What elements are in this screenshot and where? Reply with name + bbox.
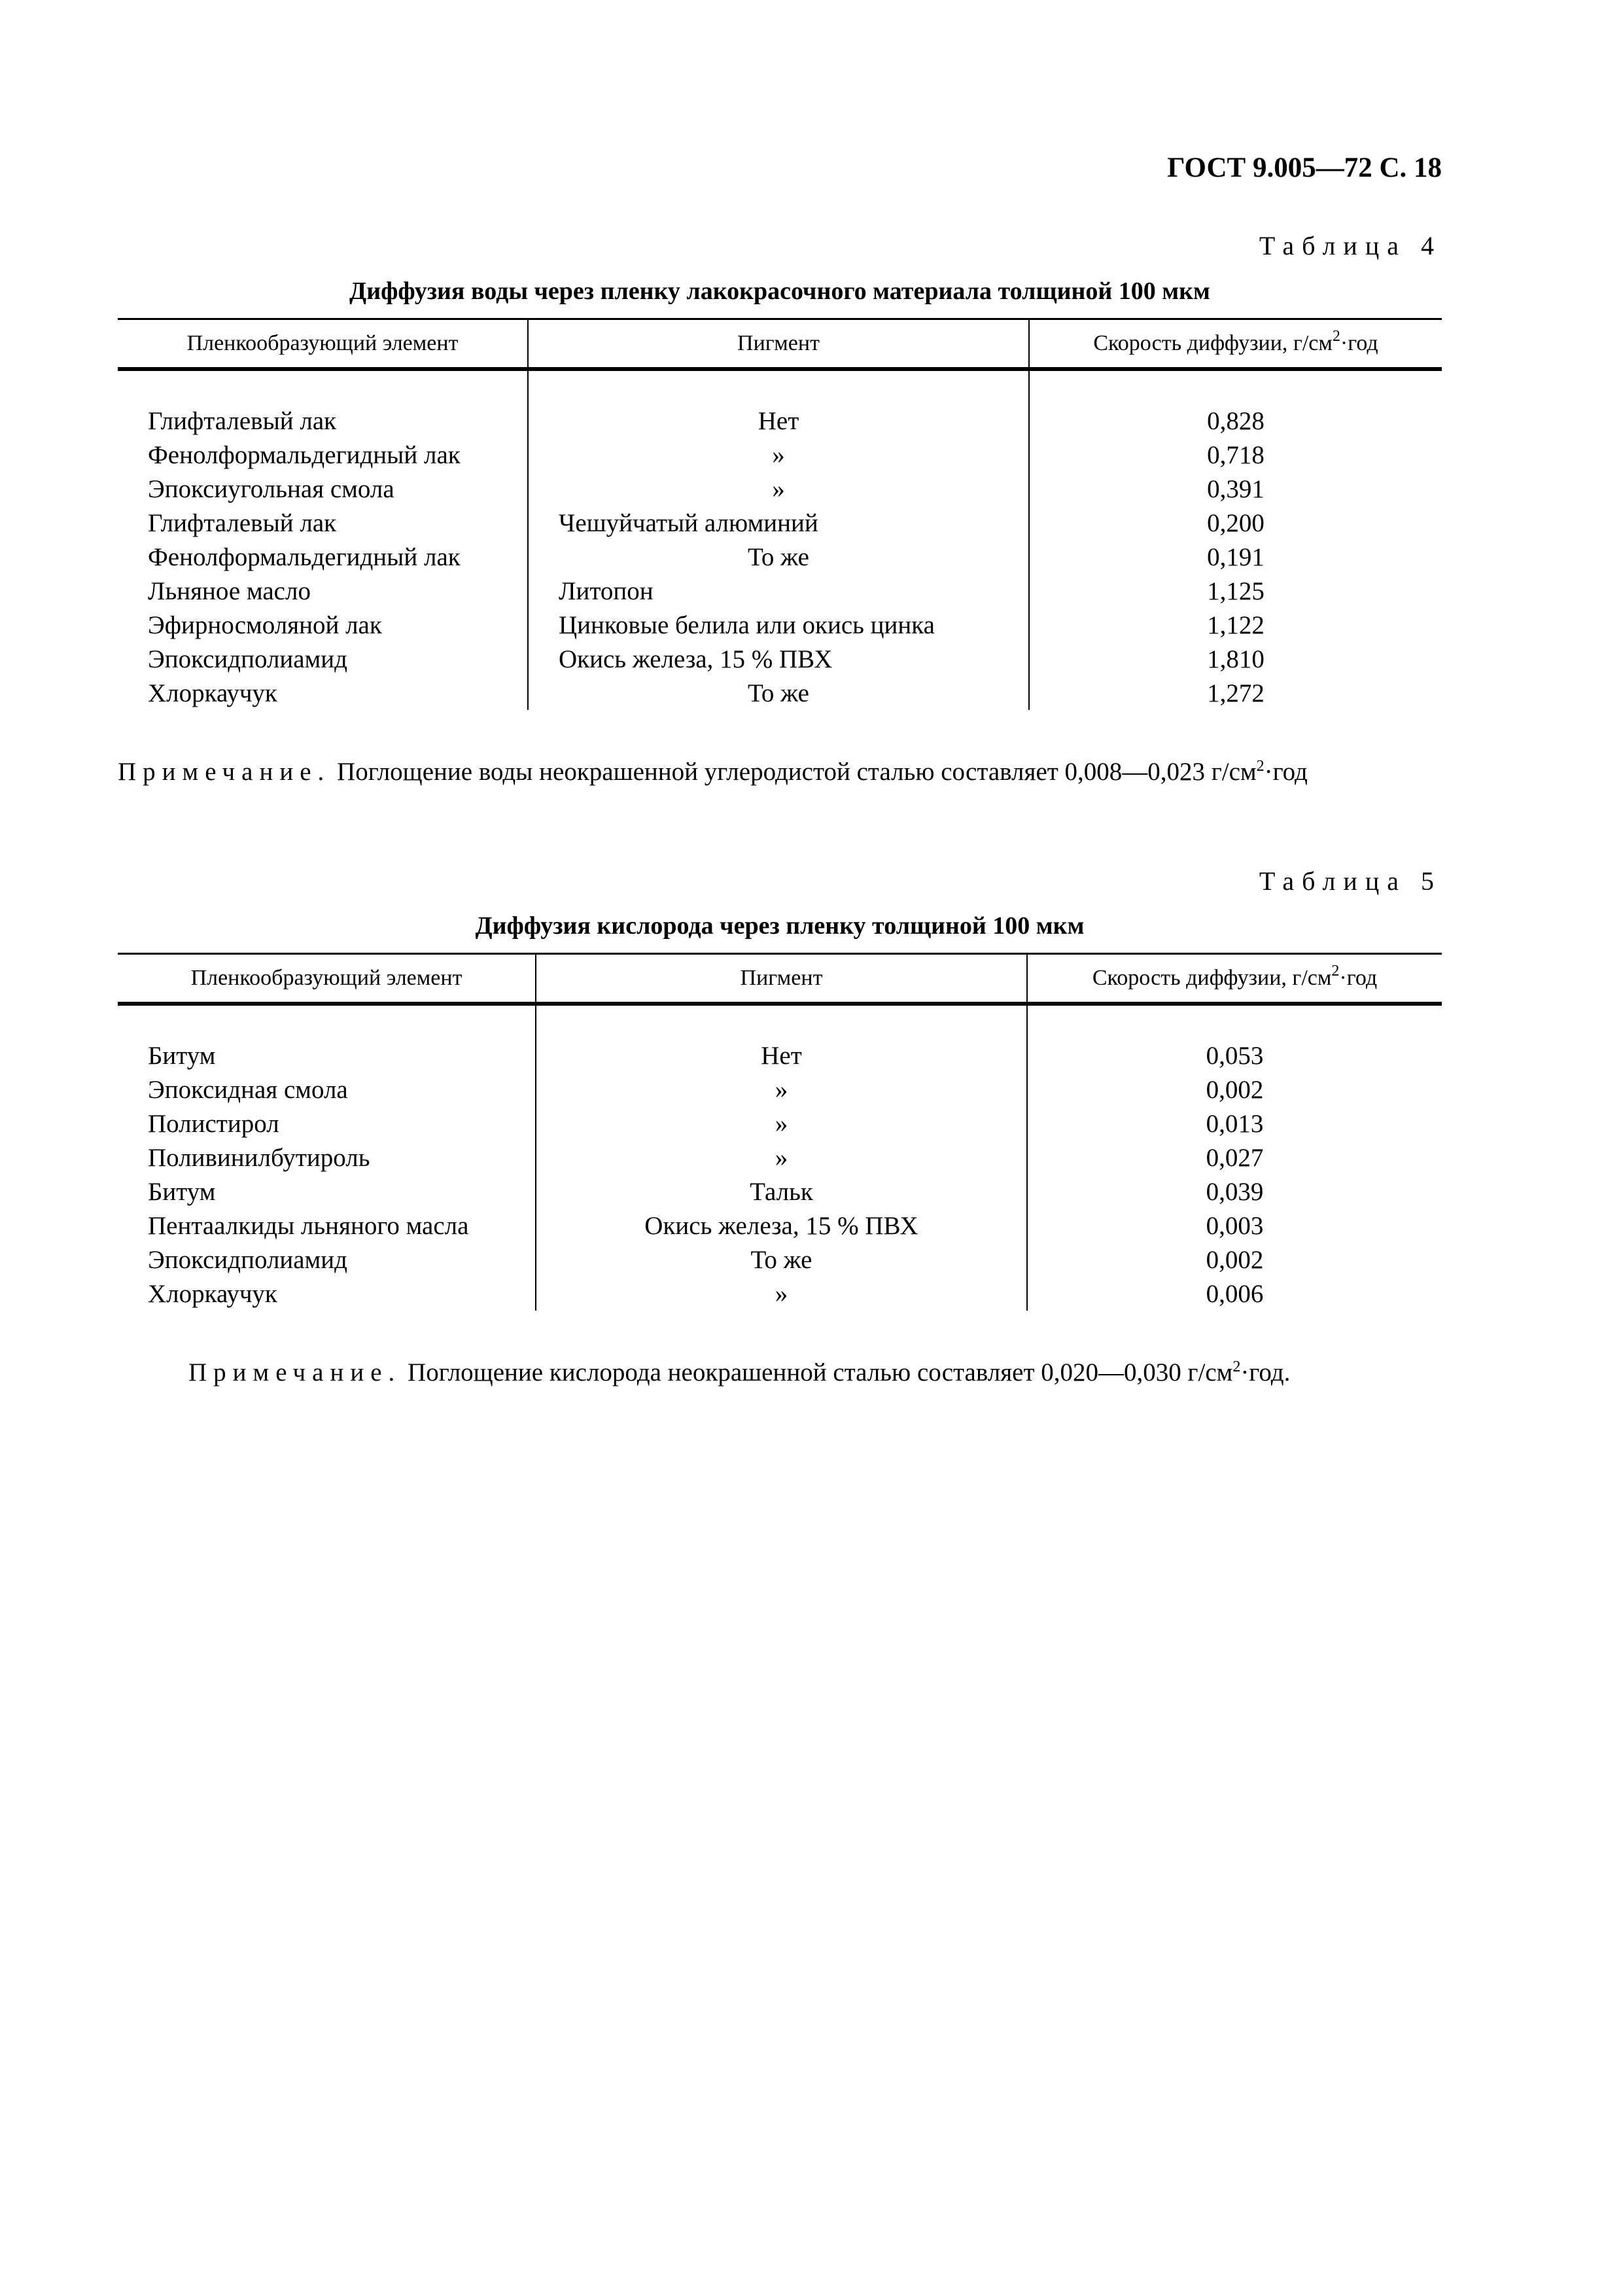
cell-pigment: То же bbox=[528, 540, 1029, 574]
cell-rate: 0,191 bbox=[1207, 542, 1265, 571]
cell-rate: 1,122 bbox=[1207, 610, 1265, 639]
note-superscript: 2 bbox=[1232, 1358, 1241, 1375]
cell-rate: 1,272 bbox=[1207, 679, 1265, 707]
table-4-label: Таблица 4 bbox=[1259, 231, 1442, 260]
note-text: Поглощение кислорода неокрашенной сталью составляет 0,020—0,030 г/см bbox=[401, 1358, 1233, 1386]
cell-element: Фенолформальдегидный лак bbox=[118, 438, 528, 472]
cell-element: Хлоркаучук bbox=[118, 1277, 536, 1311]
note-superscript: 2 bbox=[1256, 758, 1265, 775]
cell-element: Хлоркаучук bbox=[118, 676, 528, 710]
cell-element: Пентаалкиды льняного масла bbox=[118, 1209, 536, 1243]
table-5-caption: Диффузия кислорода через пленку толщиной 100 мкм bbox=[475, 912, 1085, 940]
cell-rate: 0,200 bbox=[1207, 508, 1265, 537]
note-lead: Примечание. bbox=[118, 758, 331, 786]
table-row bbox=[118, 1038, 1442, 1072]
cell-pigment: Цинковые белила или окись цинка bbox=[528, 608, 1029, 642]
cell-element: Битум bbox=[118, 1174, 536, 1209]
cell-rate: 1,125 bbox=[1207, 576, 1265, 605]
cell-rate: 0,039 bbox=[1206, 1177, 1264, 1206]
column-header-element: Пленкообразующий элемент bbox=[118, 319, 528, 370]
cell-rate: 0,006 bbox=[1206, 1279, 1264, 1308]
table-row bbox=[118, 438, 1442, 472]
table-row bbox=[118, 540, 1442, 574]
cell-pigment: » bbox=[536, 1140, 1027, 1174]
table-header-row bbox=[118, 319, 1442, 370]
cell-rate: 0,391 bbox=[1207, 474, 1265, 503]
cell-pigment: Окись железа, 15 % ПВХ bbox=[528, 642, 1029, 676]
note-lead: Примечание. bbox=[188, 1358, 402, 1386]
cell-pigment: » bbox=[536, 1277, 1027, 1311]
cell-element: Полистирол bbox=[118, 1106, 536, 1140]
cell-pigment: Нет bbox=[528, 404, 1029, 438]
cell-element: Эпоксидполиамид bbox=[118, 1243, 536, 1277]
cell-rate: 0,002 bbox=[1206, 1075, 1264, 1104]
table-row bbox=[118, 1243, 1442, 1277]
cell-rate: 0,053 bbox=[1206, 1041, 1264, 1070]
table-row bbox=[118, 1209, 1442, 1243]
cell-pigment: » bbox=[528, 438, 1029, 472]
table-4-caption: Диффузия воды через пленку лакокрасочного материала толщиной 100 мкм bbox=[349, 277, 1210, 305]
table-row bbox=[118, 608, 1442, 642]
column-header-pigment: Пигмент bbox=[536, 954, 1027, 1004]
table-spacer-row bbox=[118, 1004, 1442, 1038]
cell-element: Глифталевый лак bbox=[118, 404, 528, 438]
table-row bbox=[118, 404, 1442, 438]
table-5 bbox=[118, 953, 1442, 1311]
cell-rate: 0,027 bbox=[1206, 1143, 1264, 1172]
table-row bbox=[118, 1072, 1442, 1106]
column-header-rate: Скорость диффузии, $г/см^2\cdot год$ bbox=[1029, 319, 1442, 370]
note-tail: ·год. bbox=[1240, 1358, 1291, 1386]
cell-rate: 0,002 bbox=[1206, 1245, 1264, 1274]
cell-pigment: Тальк bbox=[536, 1174, 1027, 1209]
table-row bbox=[118, 506, 1442, 540]
table-row bbox=[118, 1140, 1442, 1174]
cell-pigment: Окись железа, 15 % ПВХ bbox=[536, 1209, 1027, 1243]
table-5-note bbox=[118, 1356, 1442, 1390]
cell-element: Эпоксидполиамид bbox=[118, 642, 528, 676]
table-row bbox=[118, 1174, 1442, 1209]
table-row bbox=[118, 472, 1442, 506]
cell-pigment: Нет bbox=[536, 1038, 1027, 1072]
table-row bbox=[118, 574, 1442, 608]
table-4-note bbox=[118, 755, 1442, 789]
cell-rate: 0,013 bbox=[1206, 1109, 1264, 1138]
column-header-pigment: Пигмент bbox=[528, 319, 1029, 370]
table-row bbox=[118, 642, 1442, 676]
cell-element: Эфирносмоляной лак bbox=[118, 608, 528, 642]
table-row bbox=[118, 1277, 1442, 1311]
note-tail: ·год bbox=[1264, 758, 1308, 786]
table-header-row bbox=[118, 954, 1442, 1004]
table-spacer-row bbox=[118, 369, 1442, 404]
cell-rate: 0,003 bbox=[1206, 1211, 1264, 1240]
note-text: Поглощение воды неокрашенной углеродистой сталью составляет 0,008—0,023 г/см bbox=[330, 758, 1257, 786]
table-4 bbox=[118, 318, 1442, 710]
cell-element: Льняное масло bbox=[118, 574, 528, 608]
page-header-code: ГОСТ 9.005—72 С. 18 bbox=[1167, 152, 1442, 183]
cell-rate: 0,828 bbox=[1207, 406, 1265, 435]
cell-pigment: Чешуйчатый алюминий bbox=[528, 506, 1029, 540]
cell-pigment: » bbox=[528, 472, 1029, 506]
table-row bbox=[118, 1106, 1442, 1140]
cell-rate: 0,718 bbox=[1207, 440, 1265, 469]
cell-element: Эпоксиугольная смола bbox=[118, 472, 528, 506]
table-row bbox=[118, 676, 1442, 710]
cell-element: Битум bbox=[118, 1038, 536, 1072]
cell-element: Фенолформальдегидный лак bbox=[118, 540, 528, 574]
cell-pigment: Литопон bbox=[528, 574, 1029, 608]
cell-pigment: То же bbox=[528, 676, 1029, 710]
cell-pigment: » bbox=[536, 1106, 1027, 1140]
cell-pigment: То же bbox=[536, 1243, 1027, 1277]
table-5-label: Таблица 5 bbox=[1259, 866, 1442, 896]
cell-element: Поливинилбутироль bbox=[118, 1140, 536, 1174]
cell-element: Глифталевый лак bbox=[118, 506, 528, 540]
column-header-rate: Скорость диффузии, $г/см^2\cdot год$ bbox=[1027, 954, 1442, 1004]
cell-rate: 1,810 bbox=[1207, 645, 1265, 673]
cell-pigment: » bbox=[536, 1072, 1027, 1106]
cell-element: Эпоксидная смола bbox=[118, 1072, 536, 1106]
column-header-element: Пленкообразующий элемент bbox=[118, 954, 536, 1004]
